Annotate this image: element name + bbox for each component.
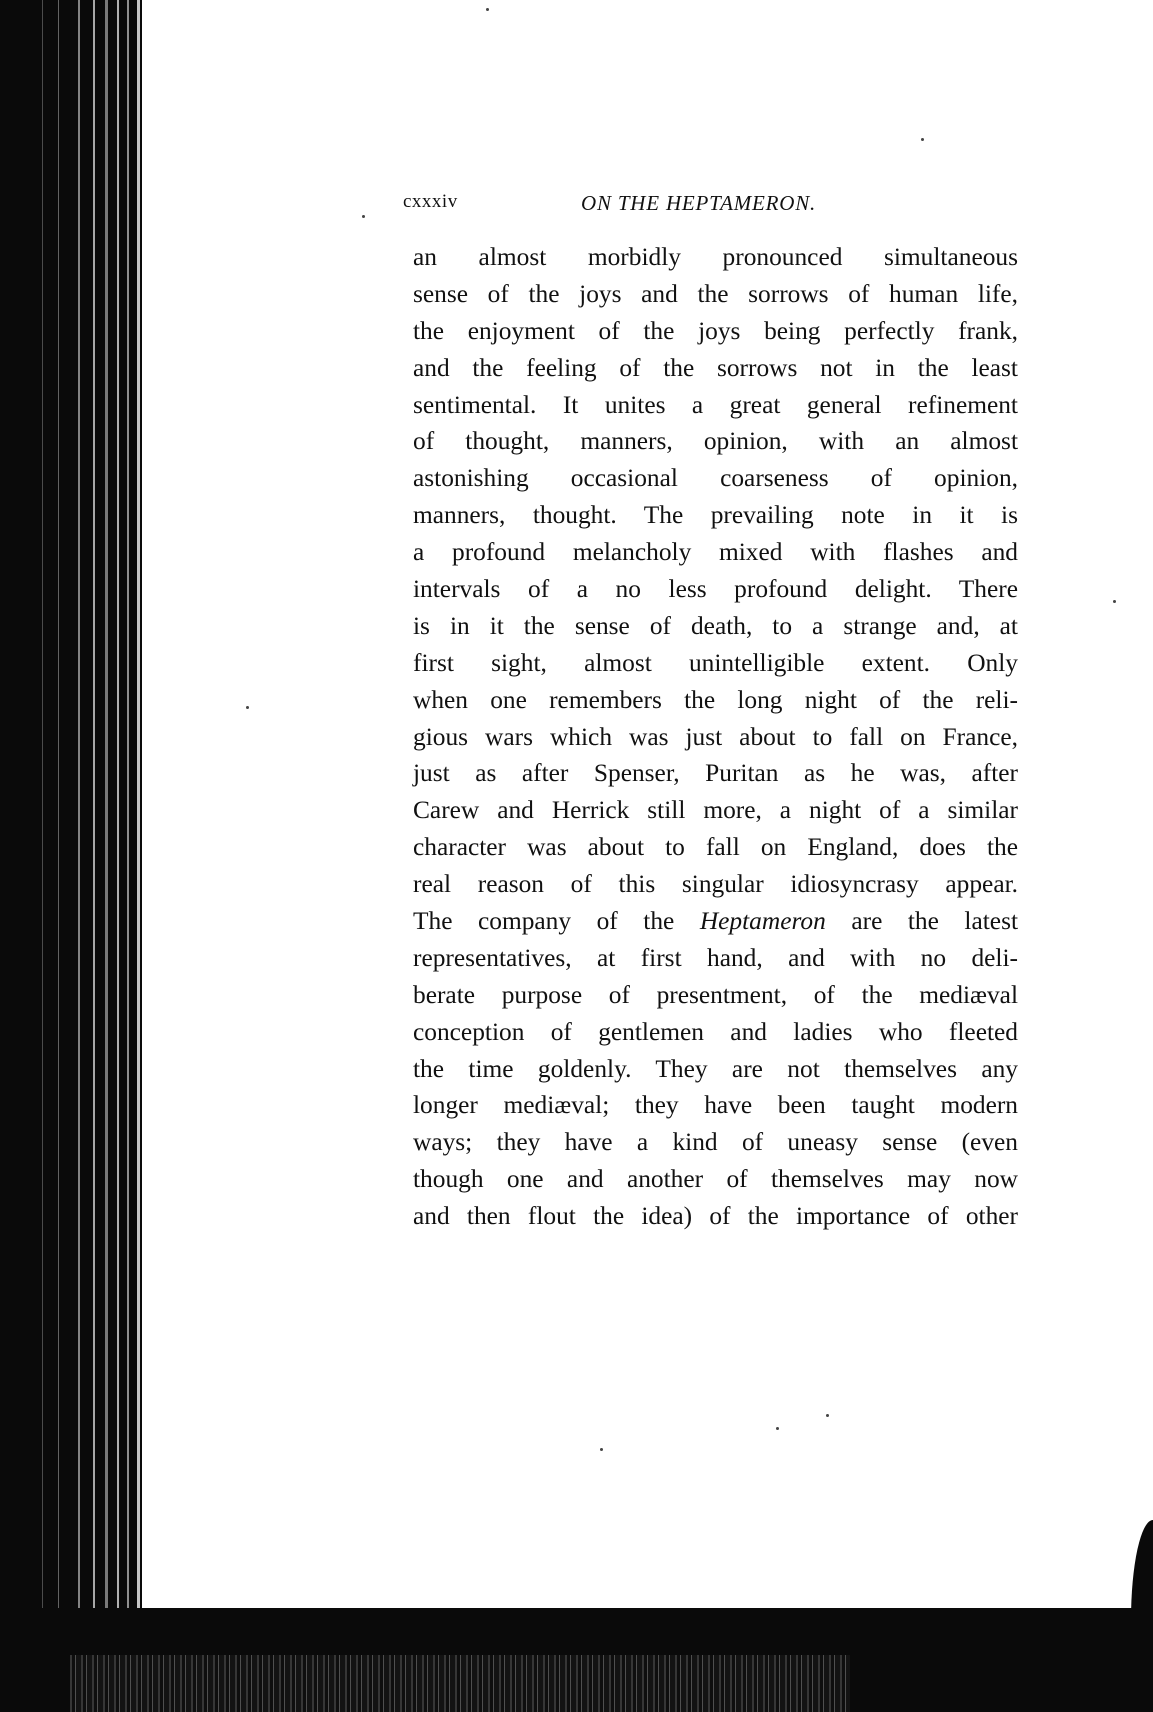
text-line: though one and another of themselves may now	[413, 1165, 1018, 1194]
scan-speck	[826, 1414, 829, 1417]
text-line: the time goldenly. They are not themselves any	[413, 1054, 1018, 1083]
scan-speck	[246, 706, 249, 709]
text-line: sentimental. It unites a great general refinement	[413, 390, 1018, 419]
text-line: berate purpose of presentment, of the mediæval	[413, 980, 1018, 1009]
text-line: and then flout the idea) of the importance of other	[413, 1202, 1018, 1231]
page-curl	[1131, 1520, 1153, 1620]
text-line: when one remembers the long night of the reli-	[413, 685, 1018, 714]
text-line: is in it the sense of death, to a strange and, at	[413, 611, 1018, 640]
book-spine-edge	[0, 0, 142, 1712]
text-line: of thought, manners, opinion, with an almost	[413, 427, 1018, 456]
text-line: first sight, almost unintelligible extent. Only	[413, 648, 1018, 677]
text-line: intervals of a no less profound delight. There	[413, 575, 1018, 604]
text-line: conception of gentlemen and ladies who fleeted	[413, 1017, 1018, 1046]
text-line: ways; they have a kind of uneasy sense (even	[413, 1128, 1018, 1157]
text-line: a profound melancholy mixed with flashes and	[413, 538, 1018, 567]
text-line: sense of the joys and the sorrows of human life,	[413, 279, 1018, 308]
page-header	[403, 191, 1023, 221]
page-number: cxxxiv	[403, 191, 458, 212]
text-line: gious wars which was just about to fall on France,	[413, 722, 1018, 751]
bottom-scan-speckle	[70, 1655, 850, 1712]
italic-title: Heptameron	[699, 907, 826, 936]
running-head: ON THE HEPTAMERON.	[581, 191, 817, 215]
scan-speck	[486, 8, 489, 11]
scan-speck	[921, 138, 924, 141]
text-line: real reason of this singular idiosyncrasy appear.	[413, 870, 1018, 899]
scan-speck	[776, 1427, 779, 1430]
text-line: and the feeling of the sorrows not in the least	[413, 353, 1018, 382]
text-line: Carew and Herrick still more, a night of a similar	[413, 796, 1018, 825]
scan-speck	[600, 1448, 603, 1451]
text-line: character was about to fall on England, does the	[413, 833, 1018, 862]
text-line: just as after Spenser, Puritan as he was, after	[413, 759, 1018, 788]
text-line: an almost morbidly pronounced simultaneous	[413, 243, 1018, 271]
text-line: astonishing occasional coarseness of opinion,	[413, 464, 1018, 493]
text-line: representatives, at first hand, and with no deli-	[413, 943, 1018, 972]
text-line: the enjoyment of the joys being perfectly frank,	[413, 316, 1018, 345]
text-line: The company of the Heptameron are the latest	[413, 907, 1019, 936]
scan-speck	[362, 215, 365, 218]
body-text	[413, 239, 1018, 1235]
text-line: manners, thought. The prevailing note in it is	[413, 501, 1018, 530]
text-line: longer mediæval; they have been taught modern	[413, 1091, 1018, 1120]
scan-speck	[1113, 600, 1116, 603]
